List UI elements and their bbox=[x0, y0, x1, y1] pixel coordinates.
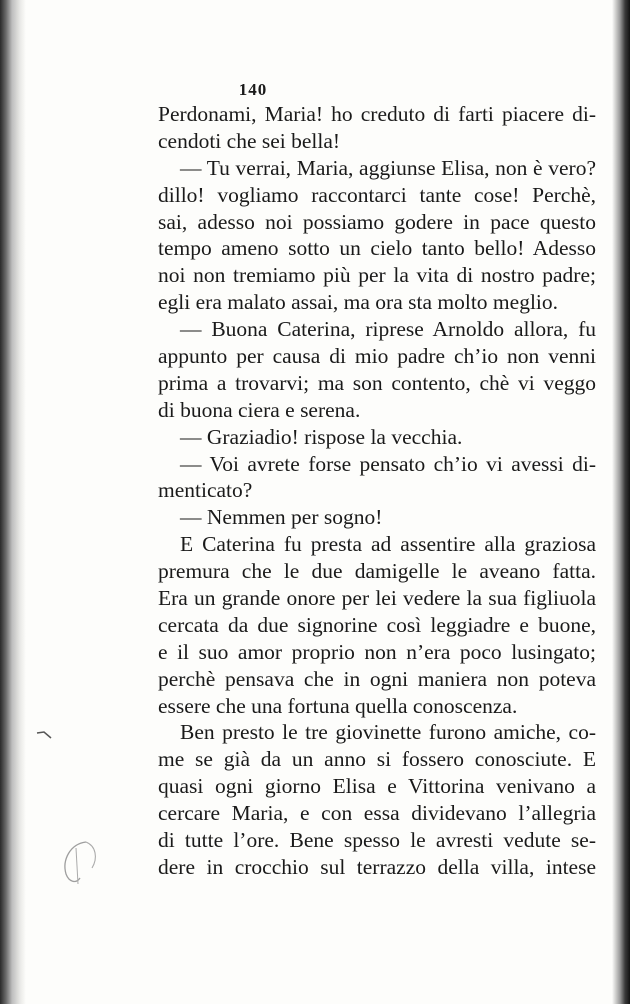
text-line: essere che una fortuna quella conoscenza. bbox=[158, 693, 518, 718]
text-line: dere in crocchio sul terrazzo della villa, intese bbox=[158, 854, 596, 879]
text-line: — Voi avrete forse pensato ch’io vi avessi di- bbox=[180, 451, 596, 476]
text-line: premura che le due damigelle le aveano fatta. bbox=[158, 559, 596, 584]
text-line: egli era malato assai, ma ora sta molto meglio. bbox=[158, 290, 559, 315]
text-line: Era un grande onore per lei vedere la sua figliuola bbox=[158, 586, 596, 611]
text-line: tempo ameno sotto un cielo tanto bello! Adesso bbox=[158, 236, 596, 261]
text-line: Perdonami, Maria! ho creduto di farti piacere di- bbox=[158, 102, 596, 126]
body-text bbox=[158, 101, 596, 881]
text-line: — Tu verrai, Maria, aggiunse Elisa, non è vero? bbox=[180, 155, 596, 180]
handwritten-mark-icon bbox=[56, 838, 106, 888]
binding-edge-left bbox=[0, 0, 26, 1004]
text-line: — Buona Caterina, riprese Arnoldo allora, fu bbox=[180, 317, 596, 342]
text-line: di buona ciera e serena. bbox=[158, 397, 361, 422]
text-line: — Graziadio! rispose la vecchia. bbox=[180, 424, 463, 449]
text-line: menticato? bbox=[158, 478, 253, 503]
text-line: me se già da un anno si fossero conosciute. E bbox=[158, 747, 596, 772]
text-line: dillo! vogliamo raccontarci tante cose! Perchè, bbox=[158, 182, 596, 207]
text-line: cercare Maria, e con essa dividevano l’allegria bbox=[158, 801, 596, 826]
text-line: sai, adesso noi possiamo godere in pace questo bbox=[158, 209, 596, 234]
text-line: cercata da due signorine così leggiadre e buone, bbox=[158, 612, 596, 637]
text-line: E Caterina fu presta ad assentire alla graziosa bbox=[180, 532, 596, 557]
text-line: quasi ogni giorno Elisa e Vittorina venivano a bbox=[158, 774, 596, 799]
page-number: 140 bbox=[238, 80, 268, 99]
text-line: e il suo amor proprio non n’era poco lusingato; bbox=[158, 639, 596, 664]
binding-edge-right bbox=[612, 0, 630, 1004]
text-line: — Nemmen per sogno! bbox=[180, 505, 383, 530]
text-line: prima a trovarvi; ma son contento, chè vi veggo bbox=[158, 370, 596, 395]
text-line: perchè pensava che in ogni maniera non poteva bbox=[158, 666, 596, 691]
ink-speck-icon bbox=[36, 730, 52, 740]
text-line: Ben presto le tre giovinette furono amiche, co- bbox=[180, 720, 596, 745]
text-line: appunto per causa di mio padre ch’io non venni bbox=[158, 344, 596, 369]
text-line: cendoti che sei bella! bbox=[158, 128, 341, 153]
text-line: noi non tremiamo più per la vita di nostro padre; bbox=[158, 263, 596, 288]
text-line: di tutte l’ore. Bene spesso le avresti vedute se- bbox=[158, 828, 596, 853]
